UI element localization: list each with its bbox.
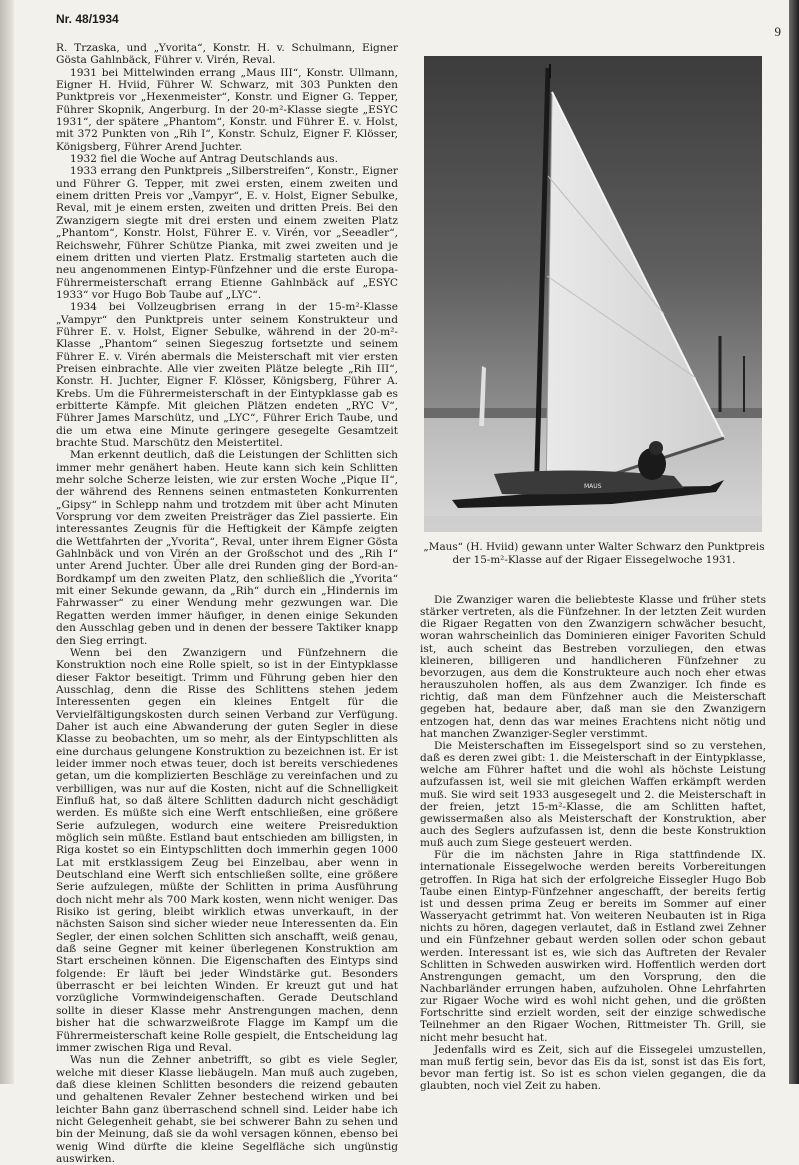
paragraph: 1933 errang den Punktpreis „Silberstreifen“, Konstr., Eigner und Führer G. Tepper, mit zwei ersten, einem zweiten und einem dritten Preis vor „Vampyr“, E. v. Holst, Eigner Sebulke, Reval, mit je einem ersten, zweiten und dritten Preis. Bei den Zwanzigern siegte mit drei ersten und einem zweiten Platz „Phantom“, Konstr. Holst, Führer E. v. Virén, vor „Seeadler“, Reichswehr, Führer Schütze Pianka, mit zwei zweiten und je einem dritten und vierten Platz. Erstmalig starteten auch die neu angenommenen Eintyp-Fünfzehner und die erste Europa-Führermeisterschaft errang Etienne Gahlnbäck auf „ESYC 1933“ vor Hugo Bob Taube auf „LYC“.	[56, 165, 398, 301]
paragraph: Jedenfalls wird es Zeit, sich auf die Eissegelei umzustellen, man muß fertig sein, bevor das Eis da ist, sonst ist das Eis fort, bevor man fertig ist. So ist es schon vielen gegangen, die da glaubten, noch viel Zeit zu haben.	[420, 1043, 766, 1093]
left-text-column	[56, 42, 398, 1165]
photo-caption	[422, 541, 766, 566]
paragraph: Für die im nächsten Jahre in Riga stattfindende IX. internationale Eissegelwoche werden bereits Vorbereitungen getroffen. In Riga hat sich der erfolgreiche Eissegler Hugo Bob Taube einen Eintyp-Fünfzehner angeschafft, der bereits fertig ist und dessen prima Zeug er bereits im Sommer auf einer Wasseryacht getrimmt hat. Von weiteren Neubauten ist in Riga nichts zu hören, dagegen verlautet, daß in Estland zwei Zehner und ein Fünfzehner gebaut werden sollen oder schon gebaut werden. Interessant ist es, wie sich das Auftreten der Revaler Schlitten in Schweden auswirken wird. Hoffentlich werden dort Anstrengungen gemacht, um den Vorsprung, den die Nachbarländer errungen haben, aufzuholen. Ohne Lehrfahrten zur Rigaer Woche wird es wohl nicht gehen, und die größten Fortschritte sind erzielt worden, seit der einzige schwedische Teilnehmer an den Rigaer Wochen, Rittmeister Th. Grill, sie nicht mehr besucht hat.	[420, 849, 766, 1044]
paragraph: Die Zwanziger waren die beliebteste Klasse und früher stets stärker vertreten, als die Fünfzehner. In der letzten Zeit wurden die Rigaer Regatten von den Zwanzigern schwächer besucht, woran wahrscheinlich das Dominieren einiger Favoriten Schuld ist, auch scheint das Bestreben vorzuliegen, den etwas kleineren, billigeren und handlicheren Fünfzehner zu bevorzugen, aus dem die Konstrukteure auch noch eher etwas herauszuholen hoffen, als aus dem Zwanziger. Ich finde es richtig, daß man dem Fünfzehner auch die Meisterschaft gegeben hat, bedaure aber, daß man sie den Zwanzigern entzogen hat, denn das war meines Erachtens nicht nötig und hat manchen Zwanziger-Segler verstimmt.	[420, 594, 766, 740]
paragraph: 1932 fiel die Woche auf Antrag Deutschlands aus.	[70, 153, 338, 166]
paragraph: 1934 bei Vollzeugbrisen errang in der 15-m²-Klasse „Vampyr“ den Punktpreis unter seinem Konstrukteur und Führer E. v. Holst, Eigner Sebulke, während in der 20-m²-Klasse „Phantom“ seinen Siegeszug fortsetzte und seinem Führer E. v. Virén abermals die Meisterschaft mit vier ersten Preisen einbrachte. Alle vier zweiten Plätze belegte „Rih III“, Konstr. H. Juchter, Eigner F. Klösser, Königsberg, Führer A. Krebs. Um die Führermeisterschaft in der Eintypklasse gab es erbitterte Kämpfe. Mit gleichen Plätzen endeten „RYC V“, Führer James Marschütz, und „LYC“, Führer Erich Taube, und die um etwa eine Minute geringere gesegelte Gesamtzeit brachte Stud. Marschütz den Meistertitel.	[56, 301, 398, 449]
page-number: 9	[774, 24, 781, 39]
foreground-ice	[424, 516, 762, 532]
caption-line: der 15-m²-Klasse auf der Rigaer Eissegelwoche 1931.	[452, 553, 736, 566]
paragraph: R. Trzaska, und „Yvorita“, Konstr. H. v. Schulmann, Eigner Gösta Gahlnbäck, Führer v. Virén, Reval.	[56, 42, 398, 67]
caption-line: „Maus“ (H. Hviid) gewann unter Walter Schwarz den Punktpreis	[423, 541, 765, 553]
paragraph: Was nun die Zehner anbetrifft, so gibt es viele Segler, welche mit dieser Klasse liebäugeln. Man muß auch zugeben, daß diese kleinen Schlitten besonders die reizend gebauten und gehaltenen Revaler Zehner bestechend wirken und bei leichter Bahn ganz überraschend schnell sind. Leider habe ich nicht Gelegenheit gehabt, sie bei schwerer Bahn zu sehen und bin der Meinung, daß sie da wohl versagen können, ebenso bei wenig Wind dürfte die kleine Segelfläche sich ungünstig auswirken.	[56, 1054, 398, 1165]
paragraph: Wenn bei den Zwanzigern und Fünfzehnern die Konstruktion noch eine Rolle spielt, so ist in der Eintypklasse dieser Faktor beseitigt. Trimm und Führung geben hier den Ausschlag, denn die Risse des Schlittens stehen jedem Interessenten gegen ein kleines Entgelt für die Vervielfältigungskosten durch seinen Verband zur Verfügung. Daher ist auch eine Abwanderung der guten Segler in diese Klasse zu beobachten, um so mehr, als der Eintypschlitten als eine durchaus gelungene Konstruktion zu bezeichnen ist. Er ist leider immer noch etwas teuer, doch ist bereits verschiedenes getan, um die komplizierten Beschläge zu vereinfachen und zu verbilligen, was nur auf die Kosten, nicht auf die Schnelligkeit Einfluß hat, so daß ältere Schlitten dadurch nicht geschädigt werden. Es müßte sich eine Werft entschließen, eine größere Serie aufzulegen, wodurch eine weitere Preisreduktion möglich sein müßte. Estland baut entschieden am billigsten, in Riga kostet so ein Eintypschlitten doch immerhin gegen 1000 Lat mit erstklassigem Zeug bei Einzelbau, aber wenn in Deutschland eine Werft sich entschließen sollte, eine größere Serie aufzulegen, müßte der Schlitten in prima Ausführung doch nicht mehr als 700 Mark kosten, wenn nicht weniger. Das Risiko ist gering, bleibt wirklich etwas unverkauft, in der nächsten Saison sind sicher wieder neue Interessenten da. Ein Segler, der einen solchen Schlitten sich anschafft, weiß genau, daß seine Gegner mit keiner überlegenen Konstruktion am Start erscheinen können. Die Eigenschaften des Eintyps sind folgende: Er läuft bei jeder Windstärke gut. Besonders überrascht er bei leichten Winden. Er kreuzt gut und hat vorzügliche Vormwindeigenschaften. Gerade Deutschland sollte in dieser Klasse mehr Anstrengungen machen, denn bisher hat die schwarzweißrote Flagge im Kampf um die Führermeisterschaft keine Rolle gespielt, die Entscheidung lag immer zwischen Riga und Reval.	[56, 646, 398, 1054]
paragraph: Man erkennt deutlich, daß die Leistungen der Schlitten sich immer mehr genähert haben. Heute kann sich kein Schlitten mehr solche Scherze leisten, wie zur ersten Woche „Pique II“, der während des Rennens seinen entmasteten Konkurrenten „Gipsy“ in Schlepp nahm und trotzdem mit über acht Minuten Vorsprung vor dem zweiten Preisträger das Ziel passierte. Ein interessantes Zeugnis für die Heftigkeit der Kämpfe zeigten die Wettfahrten der „Yvorita“, Reval, unter ihrem Eigner Gösta Gahlnbäck und von Virén an der Großschot und des „Rih I“ unter Arend Juchter. Über alle drei Runden ging der Bord-an-Bordkampf um den zweiten Platz, den schließlich die „Yvorita“ mit einer Sekunde gewann, da „Rih“ durch ein „Hindernis im Fahrwasser“ zu einer Wendung mehr gezwungen war. Die Regatten werden immer häufiger, in denen einige Sekunden den Ausschlag geben und in denen der bessere Taktiker knapp den Sieg erringt.	[56, 449, 398, 647]
issue-number: Nr. 48/1934	[56, 12, 119, 26]
ice-yacht-illustration	[424, 56, 762, 532]
right-text-column	[420, 594, 766, 1093]
page-edge-shadow	[0, 0, 14, 1084]
paragraph: 1931 bei Mittelwinden errang „Maus III“, Konstr. Ullmann, Eigner H. Hviid, Führer W. Schwarz, mit 303 Punkten den Punktpreis vor „Hexenmeister“, Konstr. und Eigner G. Tepper, Führer Skopnik, Angerburg. In der 20-m²-Klasse siegte „ESYC 1931“, der spätere „Phantom“, Konstr. und Führer E. v. Holst, mit 372 Punkten von „Rih I“, Konstr. Schulz, Eigner F. Klösser, Königsberg, Führer Arend Juchter.	[56, 66, 398, 153]
page-binding	[789, 0, 799, 1084]
paragraph: Die Meisterschaften im Eissegelsport sind so zu verstehen, daß es deren zwei gibt: 1. die Meisterschaft in der Eintypklasse, welche am Führer haftet und die wohl als höchste Leistung aufzufassen ist, weil sie mit gleichen Waffen erkämpft werden muß. Sie wird seit 1933 ausgesegelt und 2. die Meisterschaft in der freien, jetzt 15-m²-Klasse, die am Schlitten haftet, gewissermaßen also als Meisterschaft der Konstruktion, aber auch des Seglers aufzufassen ist, denn die beste Konstruktion muß auch zum Siege gesteuert werden.	[420, 739, 766, 850]
ice-yacht-photo	[424, 56, 762, 532]
hull-lettering: MAUS	[584, 483, 602, 490]
sailor-head	[649, 441, 663, 455]
